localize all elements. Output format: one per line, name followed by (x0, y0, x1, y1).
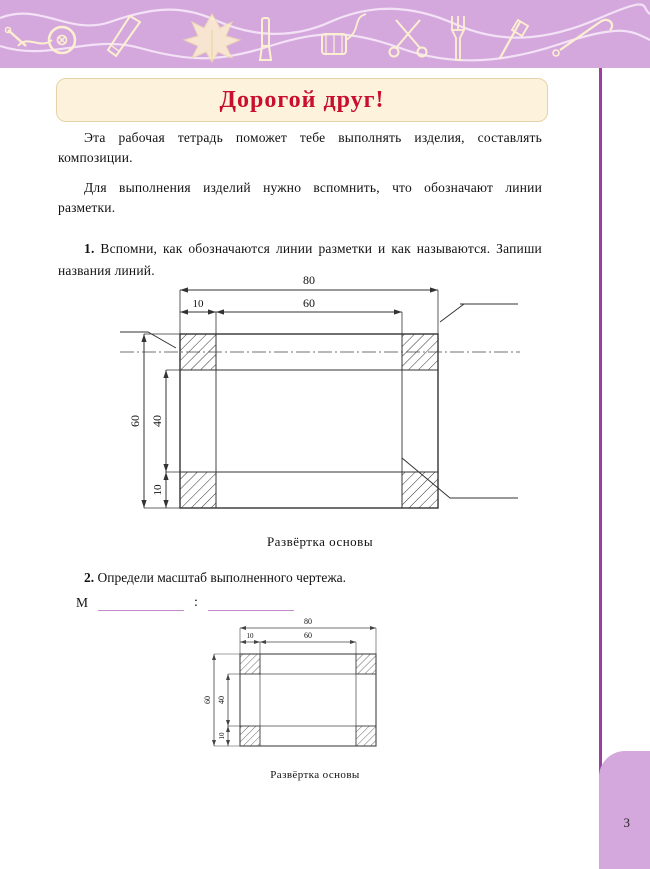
dim-label-left-total: 60 (128, 415, 142, 427)
paintbrush-icon (500, 20, 528, 58)
small-corner-cut-top-left (240, 654, 260, 674)
decorative-header-band (0, 0, 650, 68)
dim-label-top-total: 80 (303, 273, 315, 287)
drawing-small-svg (200, 612, 430, 762)
technical-drawing-large (120, 262, 520, 547)
small-corner-cut-top-right (356, 654, 376, 674)
small-corner-cut-bottom-left (240, 726, 260, 746)
technical-drawing-small (200, 612, 430, 781)
page-number: 3 (623, 815, 630, 830)
scale-answer-blank-right[interactable] (208, 596, 294, 611)
page-title-plate (56, 78, 548, 122)
small-corner-cut-bottom-right (356, 726, 376, 746)
dim-label-left-inner: 40 (150, 415, 164, 427)
drawing-large-caption: Развёртка основы (266, 534, 374, 549)
page-corner-block (599, 751, 650, 869)
drawing-large-svg (120, 262, 520, 527)
task-1-number: 1. (84, 241, 95, 256)
small-dim-top-inner: 60 (304, 631, 312, 640)
small-dim-left-bottom-seg: 10 (218, 732, 226, 740)
swirl-line (0, 4, 650, 37)
page-title: Дорогой друг! (219, 86, 385, 113)
corner-cut-bottom-left (180, 472, 216, 508)
page-vertical-rule (599, 68, 602, 803)
dim-label-top-inner: 60 (303, 296, 315, 310)
small-dim-left-total: 60 (203, 696, 212, 704)
leader-line-top-right-b (440, 304, 464, 322)
small-dim-top-left-seg: 10 (246, 632, 254, 640)
dim-label-top-left-seg: 10 (192, 298, 204, 310)
drawing-outline (180, 334, 438, 508)
thread-spool-icon (322, 14, 366, 54)
scale-answer-blank-left[interactable] (98, 596, 184, 611)
needle-icon (5, 27, 52, 46)
paragraph-2: Для выполнения изделий нужно вспомнить, что обозначают линии разметки. (58, 180, 542, 215)
small-dim-top-total: 80 (304, 617, 312, 626)
task-2-number: 2. (84, 570, 95, 585)
small-dim-left-inner: 40 (217, 696, 226, 704)
paragraph-1: Эта рабочая тетрадь поможет тебе выполнять изделия, составлять композиции. (58, 130, 542, 165)
brush-icon (260, 18, 271, 60)
scale-label: М (76, 595, 89, 610)
intro-text-block (58, 128, 542, 282)
swirl-line (0, 31, 650, 61)
dim-label-left-bottom-seg: 10 (152, 484, 164, 496)
task-2-text: Определи масштаб выполненного чертежа. (97, 570, 347, 585)
header-icons-group (0, 0, 650, 68)
task-1-text: Вспомни, как обозначаются линии разметки и как называются. Запиши названия линий. (58, 241, 542, 278)
scale-separator: : (194, 595, 198, 610)
corner-cut-bottom-right (402, 472, 438, 508)
drawing-small-caption: Развёртка основы (270, 769, 360, 781)
task-2 (58, 570, 542, 611)
